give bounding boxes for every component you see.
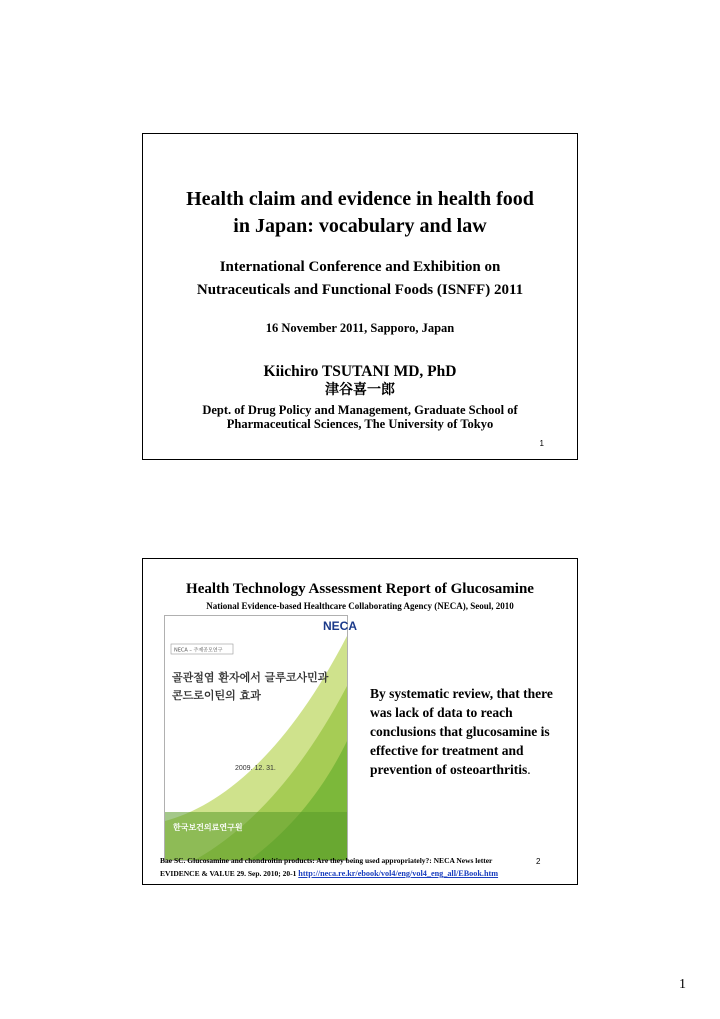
author-name-jp: 津谷喜一郎: [325, 382, 395, 398]
cover-title-line-2: 콘드로이틴의 효과: [172, 689, 261, 702]
slide-2: [142, 558, 578, 885]
slide-1: [142, 133, 578, 460]
reference-link[interactable]: http://neca.re.kr/ebook/vol4/eng/vol4_eng_all/EBook.htm: [298, 869, 499, 878]
cover-publisher: 한국보건의료연구원: [173, 823, 243, 832]
conference-line-2: Nutraceuticals and Functional Foods (ISNFF) 2011: [196, 282, 524, 298]
reference-citation: EVIDENCE & VALUE 29. Sep. 2010; 20-1: [160, 869, 297, 878]
presentation-date: 16 November 2011, Sapporo, Japan: [265, 321, 455, 335]
conclusion-period: .: [527, 762, 531, 777]
slide-title: [143, 186, 577, 240]
cover-date: 2009. 12. 31.: [235, 765, 276, 772]
cover-tag: NECA – 주제공모연구: [174, 647, 223, 654]
report-cover-image: [164, 615, 358, 861]
conclusion-text: [370, 684, 570, 779]
title-line-2: in Japan: vocabulary and law: [233, 215, 487, 237]
slide-page-number: 1: [539, 439, 544, 448]
affiliation: [143, 403, 577, 431]
title-line-1: Health claim and evidence in health food: [186, 188, 534, 210]
slide-page-number: 2: [536, 857, 541, 866]
reference-line-1: Bae SC. Glucosamine and chondroitin products: Are they being used appropriately?: NECA News letter: [160, 856, 493, 865]
slide-title: Health Technology Assessment Report of Glucosamine: [186, 581, 534, 597]
affiliation-line-2: Pharmaceutical Sciences, The University of Tokyo: [226, 417, 494, 431]
author-block: [143, 362, 577, 400]
cover-artwork: [165, 616, 358, 860]
slide-subtitle: National Evidence-based Healthcare Collaborating Agency (NECA), Seoul, 2010: [206, 601, 514, 611]
conference-line-1: International Conference and Exhibition on: [219, 259, 501, 275]
cover-title-line-1: 골관절염 환자에서 글루코사민과: [172, 671, 329, 684]
page-footer-number: 1: [679, 977, 686, 992]
reference-line-2: [160, 869, 498, 878]
conference-name: [143, 256, 577, 302]
affiliation-line-1: Dept. of Drug Policy and Management, Graduate School of: [202, 403, 518, 417]
cover-logo: NECA: [323, 619, 358, 633]
conclusion-main: By systematic review, that there was lack of data to reach conclusions that glucosamine is effective for treatment and prevention of osteoarthritis: [370, 686, 553, 777]
author-name: Kiichiro TSUTANI MD, PhD: [263, 363, 457, 380]
